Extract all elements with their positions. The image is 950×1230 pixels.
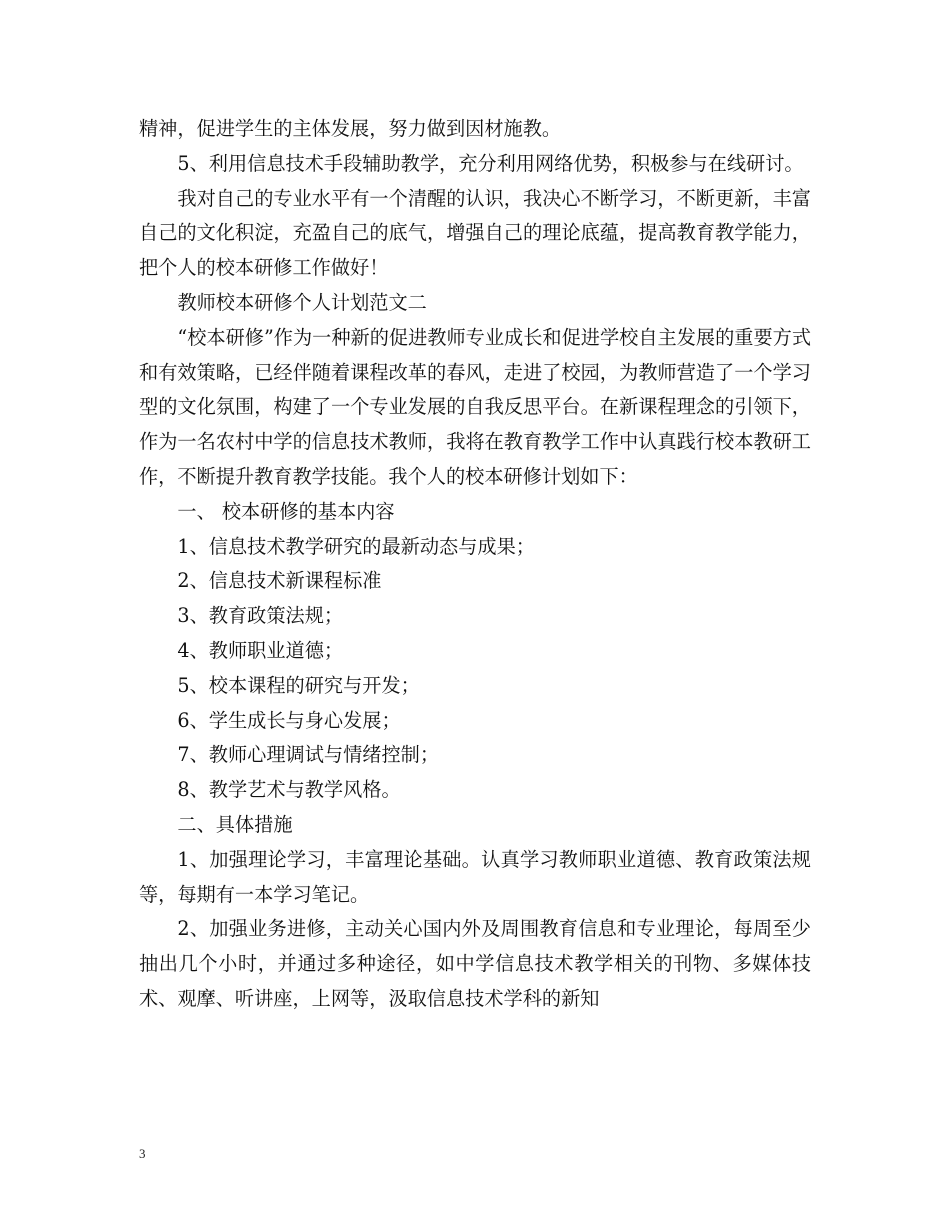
section-heading-basic-content: 一、 校本研修的基本内容 xyxy=(177,499,395,523)
paragraph-2: 5、利用信息技术手段辅助教学，充分利用网络优势，积极参与在线研讨。 xyxy=(177,151,804,175)
measure-item-2: 2、加强业务进修，主动关心国内外及周围教育信息和专业理论，每周至少抽出几个小时，并通过多种途径，如中学信息技术教学相关的刊物、多媒体技术、观摩、听讲座，上网等，汲取信息技术学科的新知 xyxy=(139,917,811,1010)
section-heading-measures: 二、具体措施 xyxy=(177,812,293,836)
paragraph-5: “校本研修”作为一种新的促进教师专业成长和促进学校自主发展的重要方式和有效策略，已经伴随着课程改革的春风，走进了校园，为教师营造了一个学习型的文化氛围，构建了一个专业发展的自我反思平台。在新课程理念的引领下，作为一名农村中学的信息技术教师，我将在教育教学工作中认真践行校本教研工作，不断提升教育教学技能。我个人的校本研修计划如下： xyxy=(139,325,812,488)
section-heading-sample-two: 教师校本研修个人计划范文二 xyxy=(177,290,427,314)
list-item-5: 5、校本课程的研究与开发； xyxy=(177,673,420,697)
list-item-4: 4、教师职业道德； xyxy=(177,638,344,662)
document-body xyxy=(139,112,811,1017)
page-number: 3 xyxy=(139,1146,146,1161)
paragraph-1: 精神，促进学生的主体发展，努力做到因材施教。 xyxy=(139,117,562,140)
list-item-1: 1、信息技术教学研究的最新动态与成果； xyxy=(177,534,535,558)
list-item-7: 7、教师心理调试与情绪控制； xyxy=(177,743,440,767)
list-item-2: 2、信息技术新课程标准 xyxy=(177,569,382,593)
list-item-6: 6、学生成长与身心发展； xyxy=(177,708,401,732)
paragraph-3: 我对自己的专业水平有一个清醒的认识，我决心不断学习，不断更新，丰富自己的文化积淀，充盈自己的底气，增强自己的理论底蕴，提高教育教学能力，把个人的校本研修工作做好！ xyxy=(139,186,811,280)
list-item-3: 3、教育政策法规； xyxy=(177,604,344,628)
list-item-8: 8、教学艺术与教学风格。 xyxy=(177,778,401,802)
measure-item-1: 1、加强理论学习，丰富理论基础。认真学习教师职业道德、教育政策法规等，每期有一本学习笔记。 xyxy=(139,847,811,906)
